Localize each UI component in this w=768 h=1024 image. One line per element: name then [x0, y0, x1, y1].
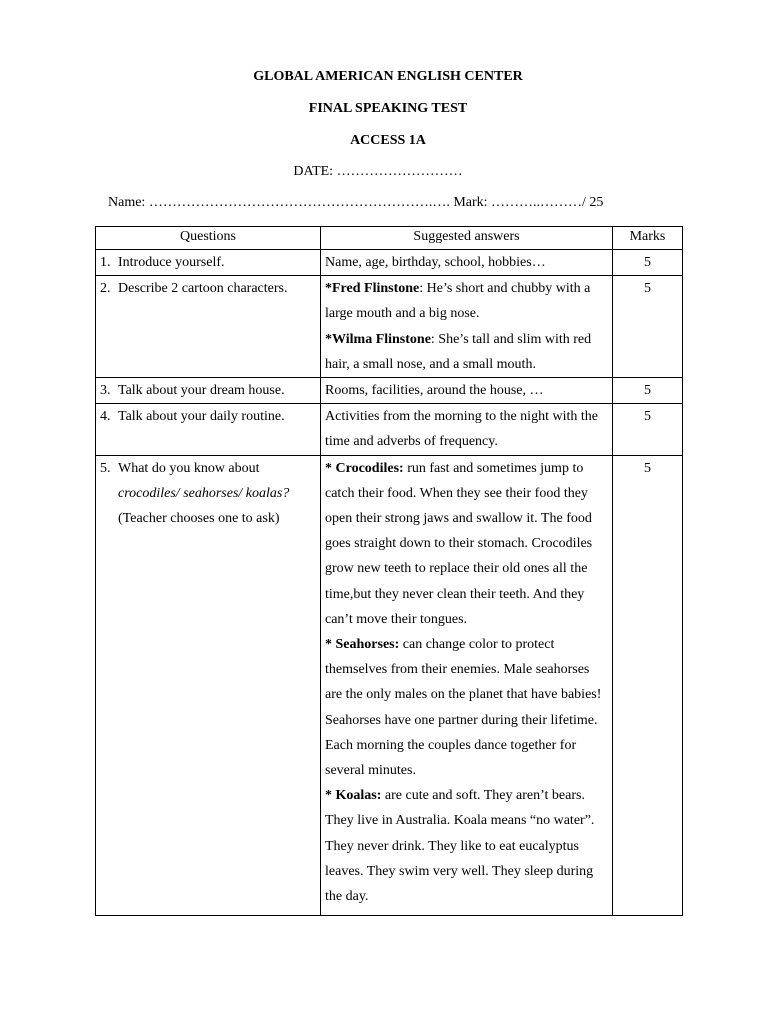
- question-text: Describe 2 cartoon characters.: [118, 281, 288, 297]
- answer-paragraph-koalas: [325, 783, 608, 909]
- table-row: [96, 404, 683, 455]
- date-line: DATE: ………………………: [293, 164, 463, 179]
- answer-paragraph-seahorses: [325, 632, 608, 783]
- question-number: 3.: [100, 383, 111, 399]
- column-header-questions: Questions: [96, 227, 321, 250]
- name-mark-line: Name: …………………………………………………….…. Mark: ………..………/ 25: [108, 195, 604, 210]
- table-header-row: [96, 227, 683, 250]
- marks-cell: 5: [613, 250, 683, 276]
- question-text: Introduce yourself.: [118, 255, 225, 270]
- answer-text: can change color to protect themselves from their enemies. Male seahorses are the only males on the planet that have babies! Seahorses have one partner during their lifetime. Each morning the couples dance together for several minutes.: [325, 637, 602, 779]
- column-header-suggested-answers: Suggested answers: [321, 227, 613, 250]
- answer-label: * Seahorses:: [325, 637, 400, 653]
- level-heading: ACCESS 1A: [350, 133, 426, 148]
- question-animals: crocodiles/ seahorses/ koalas?: [118, 485, 290, 501]
- answer-cell: [321, 455, 613, 916]
- answer-paragraph-crocodiles: [325, 456, 608, 632]
- table-row: [96, 276, 683, 378]
- column-header-marks: Marks: [613, 227, 683, 250]
- question-text: Talk about your daily routine.: [118, 409, 285, 425]
- question-text: What do you know about: [118, 460, 260, 476]
- question-number: 1.: [100, 255, 111, 270]
- answer-cell: Activities from the morning to the night with the time and adverbs of frequency.: [321, 404, 613, 455]
- marks-cell: 5: [613, 404, 683, 455]
- question-cell: [96, 404, 321, 455]
- question-note: (Teacher chooses one to ask): [118, 511, 280, 527]
- answer-text: are cute and soft. They aren’t bears. They live in Australia. Koala means “no water”. They never drink. They like to eat eucalyptus leaves. They swim very well. They sleep during the day.: [325, 788, 595, 905]
- question-cell: [96, 378, 321, 404]
- answer-text: : She’s tall and slim with red hair, a small nose, and a small mouth.: [325, 331, 592, 372]
- answer-cell: [321, 276, 613, 378]
- answer-text: : He’s short and chubby with a large mouth and a big nose.: [325, 281, 591, 322]
- organization-heading: GLOBAL AMERICAN ENGLISH CENTER: [253, 69, 523, 84]
- answer-label: *Fred Flinstone: [325, 281, 420, 297]
- marks-cell: 5: [613, 276, 683, 378]
- answer-paragraph: [325, 276, 608, 326]
- marks-cell: 5: [613, 455, 683, 916]
- questions-table: [95, 226, 683, 916]
- answer-text: run fast and sometimes jump to catch their food. When they see their food they open their strong jaws and swallow it. The food goes straight down to their stomach. Crocodiles grow new teeth to replace their old ones all the time,but they never clean their teeth. And they can’t move their tongues.: [325, 460, 593, 627]
- answer-cell: Name, age, birthday, school, hobbies…: [321, 250, 613, 276]
- table-row: [96, 378, 683, 404]
- question-cell: [96, 276, 321, 378]
- answer-cell: Rooms, facilities, around the house, …: [321, 378, 613, 404]
- marks-cell: 5: [613, 378, 683, 404]
- question-cell: [96, 250, 321, 276]
- table-row: [96, 250, 683, 276]
- question-number: 2.: [100, 281, 111, 297]
- test-title: FINAL SPEAKING TEST: [308, 101, 468, 116]
- answer-label: *Wilma Flinstone: [325, 331, 431, 347]
- question-cell: [96, 455, 321, 916]
- answer-paragraph: [325, 327, 608, 377]
- answer-label: * Koalas:: [325, 788, 382, 804]
- question-number: 4.: [100, 409, 111, 425]
- table-row: [96, 455, 683, 916]
- question-number: 5.: [100, 460, 111, 476]
- answer-label: * Crocodiles:: [325, 460, 404, 476]
- question-text: Talk about your dream house.: [118, 383, 285, 399]
